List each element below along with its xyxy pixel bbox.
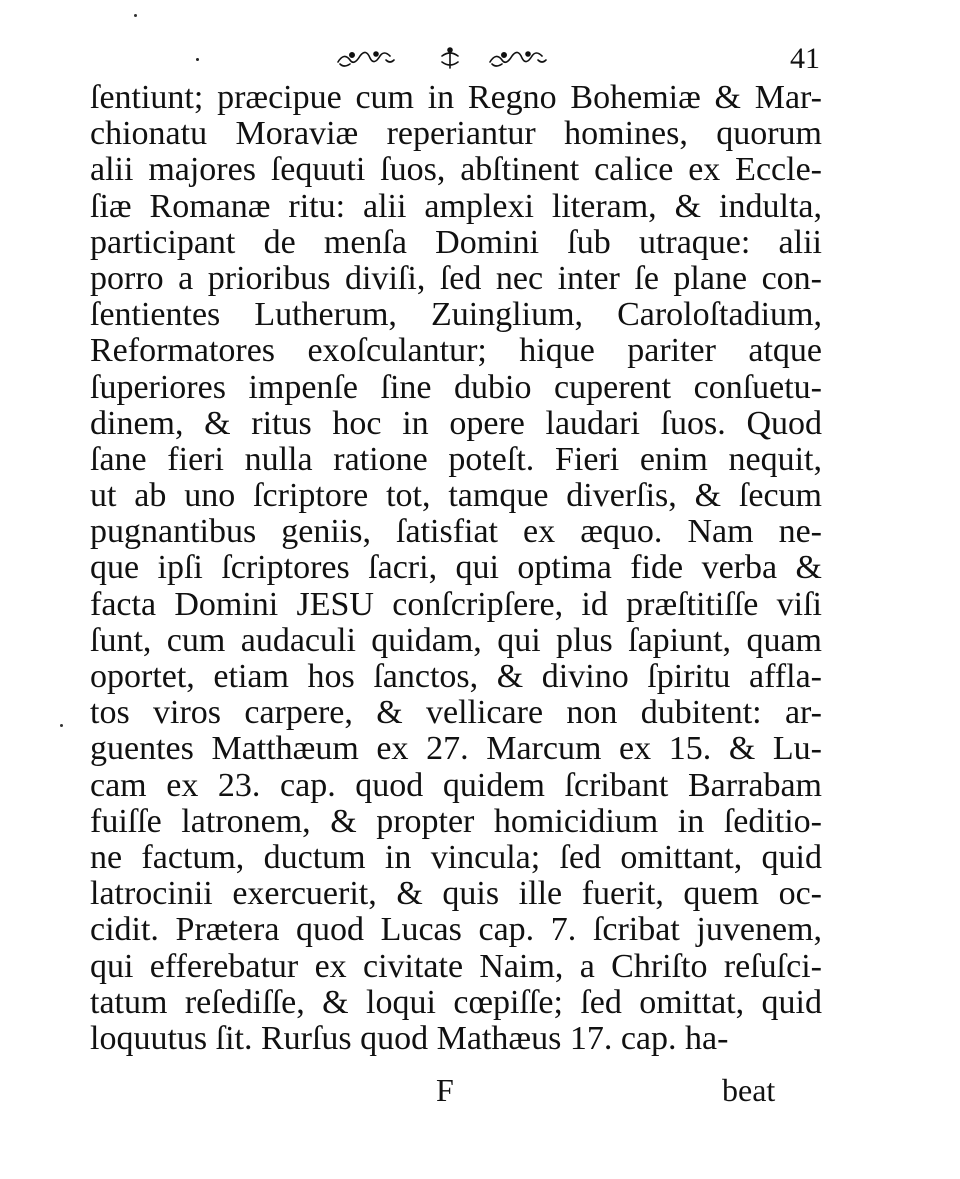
text-line: porro a prioribus diviſi, ſed nec inter ſe plane con-: [90, 259, 822, 297]
ink-speck: [196, 58, 199, 61]
text-line: tos viros carpere, & vellicare non dubitent: ar-: [90, 694, 822, 732]
text-line: dinem, & ritus hoc in opere laudari ſuos. Quod: [90, 404, 822, 442]
floral-headpiece-ornament-icon: [330, 46, 570, 72]
text-line: que ipſi ſcriptores ſacri, qui optima fide verba &: [90, 549, 822, 587]
text-line: ne factum, ductum in vincula; ſed omittant, quid: [90, 838, 822, 876]
catchword: beat: [722, 1072, 776, 1108]
text-line: fuiſſe latronem, & propter homicidium in ſeditio-: [90, 802, 822, 840]
text-line: cam ex 23. cap. quod quidem ſcribant Barrabam: [90, 766, 822, 804]
text-line: facta Domini JESU conſcripſere, id præſtitiſſe viſi: [90, 585, 822, 623]
text-line: guentes Matthæum ex 27. Marcum ex 15. & Lu-: [90, 730, 822, 768]
text-line: participant de menſa Domini ſub utraque: alii: [90, 223, 822, 261]
text-line: cidit. Prætera quod Lucas cap. 7. ſcribat juvenem,: [90, 911, 822, 949]
text-line: ſuperiores impenſe ſine dubio cuperent conſuetu-: [90, 368, 822, 406]
text-line: ſiæ Romanæ ritu: alii amplexi literam, & indulta,: [90, 187, 822, 225]
text-line: ut ab uno ſcriptore tot, tamque diverſis, & ſecum: [90, 477, 822, 515]
ink-speck: [134, 14, 137, 17]
text-line: chionatu Moraviæ reperiantur homines, quorum: [90, 115, 822, 153]
text-line: ſane fieri nulla ratione poteſt. Fieri enim nequit,: [90, 440, 822, 478]
text-line: ſentientes Lutherum, Zuinglium, Caroloſtadium,: [90, 296, 822, 334]
text-line: latrocinii exercuerit, & quis ille fuerit, quem oc-: [90, 875, 822, 913]
text-line: alii majores ſequuti ſuos, abſtinent calice ex Eccle-: [90, 151, 822, 189]
page-number: 41: [790, 42, 820, 75]
text-line: oportet, etiam hos ſanctos, & divino ſpiritu affla-: [90, 658, 822, 695]
text-line: tatum reſediſſe, & loqui cœpiſſe; ſed omittat, quid: [90, 983, 822, 1021]
text-line: pugnantibus geniis, ſatisfiat ex æquo. Nam ne-: [90, 513, 822, 551]
ink-speck: [60, 724, 63, 727]
body-text: [90, 80, 822, 1057]
text-line: ſunt, cum audaculi quidam, qui plus ſapiunt, quam: [90, 621, 822, 659]
text-line: loquutus ſit. Rurſus quod Mathæus 17. cap. ha-: [90, 1019, 729, 1057]
text-line: qui efferebatur ex civitate Naim, a Chriſto reſuſci-: [90, 947, 822, 985]
text-line: Reformatores exoſculantur; hique pariter atque: [90, 332, 822, 370]
signature-mark: F: [436, 1072, 454, 1108]
text-line: ſentiunt; præcipue cum in Regno Bohemiæ & Mar-: [90, 79, 822, 116]
